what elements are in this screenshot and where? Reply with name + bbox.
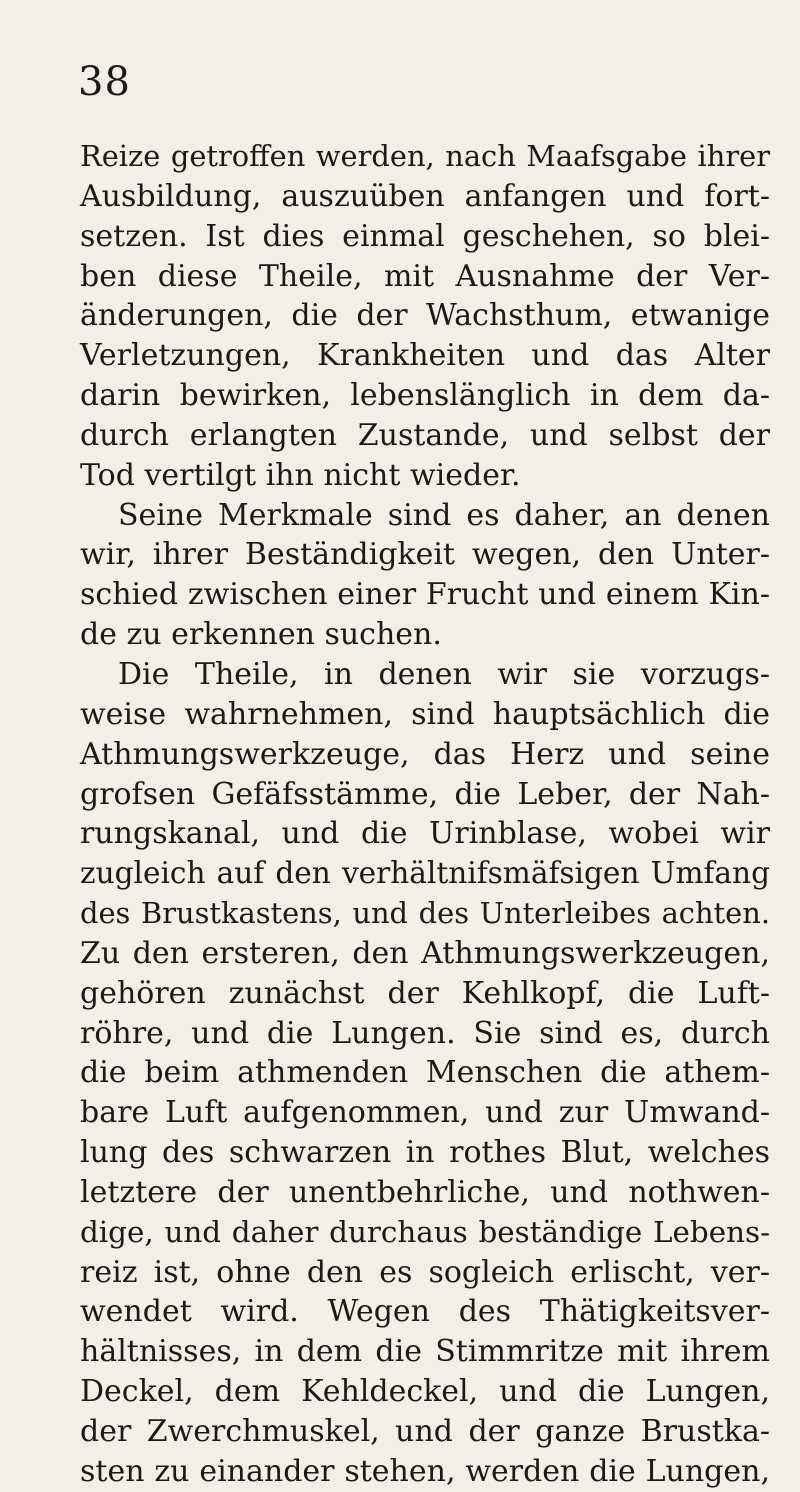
text-line: Ausbildung, auszuüben anfangen und fort-	[80, 178, 770, 214]
text-line: reiz ist, ohne den es sogleich erlischt, ver-	[80, 1254, 770, 1290]
text-line: Athmungswerkzeuge, das Herz und seine	[80, 736, 770, 772]
body-text	[80, 137, 770, 1492]
text-line: Reize getroffen werden, nach Maafsgabe ihrer	[80, 139, 770, 173]
text-line: der Zwerchmuskel, und der ganze Brustka-	[80, 1414, 770, 1449]
text-line: des Brustkastens, und des Unterleibes achten.	[80, 896, 770, 931]
text-line: die beim athmenden Menschen die athem-	[80, 1055, 770, 1091]
text-line: bare Luft aufgenommen, und zur Umwand-	[80, 1095, 770, 1131]
text-line: sten zu einander stehen, werden die Lungen,	[80, 1453, 770, 1489]
text-line: rungskanal, und die Urinblase, wobei wir	[80, 816, 770, 852]
text-line: setzen. Ist dies einmal geschehen, so blei-	[80, 218, 770, 254]
text-line: durch erlangten Zustande, und selbst der	[80, 417, 770, 453]
text-line: weise wahrnehmen, sind hauptsächlich die	[80, 696, 770, 732]
text-line: Verletzungen, Krankheiten und das Alter	[80, 338, 770, 374]
text-line: grofsen Gefäfsstämme, die Leber, der Nah-	[80, 776, 770, 812]
text-line: hältnisses, in dem die Stimmritze mit ihrem	[80, 1334, 770, 1370]
text-line: zugleich auf den verhältnifsmäfsigen Umfang	[80, 856, 770, 891]
paragraph-start-line: Die Theile, in denen wir sie vorzugs-	[118, 656, 770, 692]
text-line: wir, ihrer Beständigkeit wegen, den Unter-	[80, 537, 770, 573]
text-line: röhre, und die Lungen. Sie sind es, durch	[80, 1015, 770, 1051]
text-line: schied zwischen einer Frucht und einem Kin-	[80, 577, 770, 613]
text-line: Deckel, dem Kehldeckel, und die Lungen,	[80, 1374, 770, 1410]
text-line: dige, und daher durchaus beständige Lebens-	[80, 1214, 770, 1249]
paragraph-end-line: Tod vertilgt ihn nicht wieder.	[80, 457, 521, 493]
text-line: letztere der unentbehrliche, und nothwen-	[80, 1174, 770, 1210]
paragraph-end-line: de zu erkennen suchen.	[80, 617, 442, 653]
paragraph-start-line: Seine Merkmale sind es daher, an denen	[118, 497, 770, 533]
text-line: änderungen, die der Wachsthum, etwanige	[80, 298, 770, 334]
text-line: wendet wird. Wegen des Thätigkeitsver-	[80, 1294, 770, 1330]
text-line: gehören zunächst der Kehlkopf, die Luft-	[80, 975, 770, 1011]
text-line: darin bewirken, lebenslänglich in dem da-	[80, 378, 770, 414]
text-line: ben diese Theile, mit Ausnahme der Ver-	[80, 258, 770, 294]
text-line: Zu den ersteren, den Athmungswerkzeugen,	[80, 935, 770, 971]
page-number: 38	[78, 59, 131, 105]
text-line: lung des schwarzen in rothes Blut, welches	[80, 1135, 770, 1171]
